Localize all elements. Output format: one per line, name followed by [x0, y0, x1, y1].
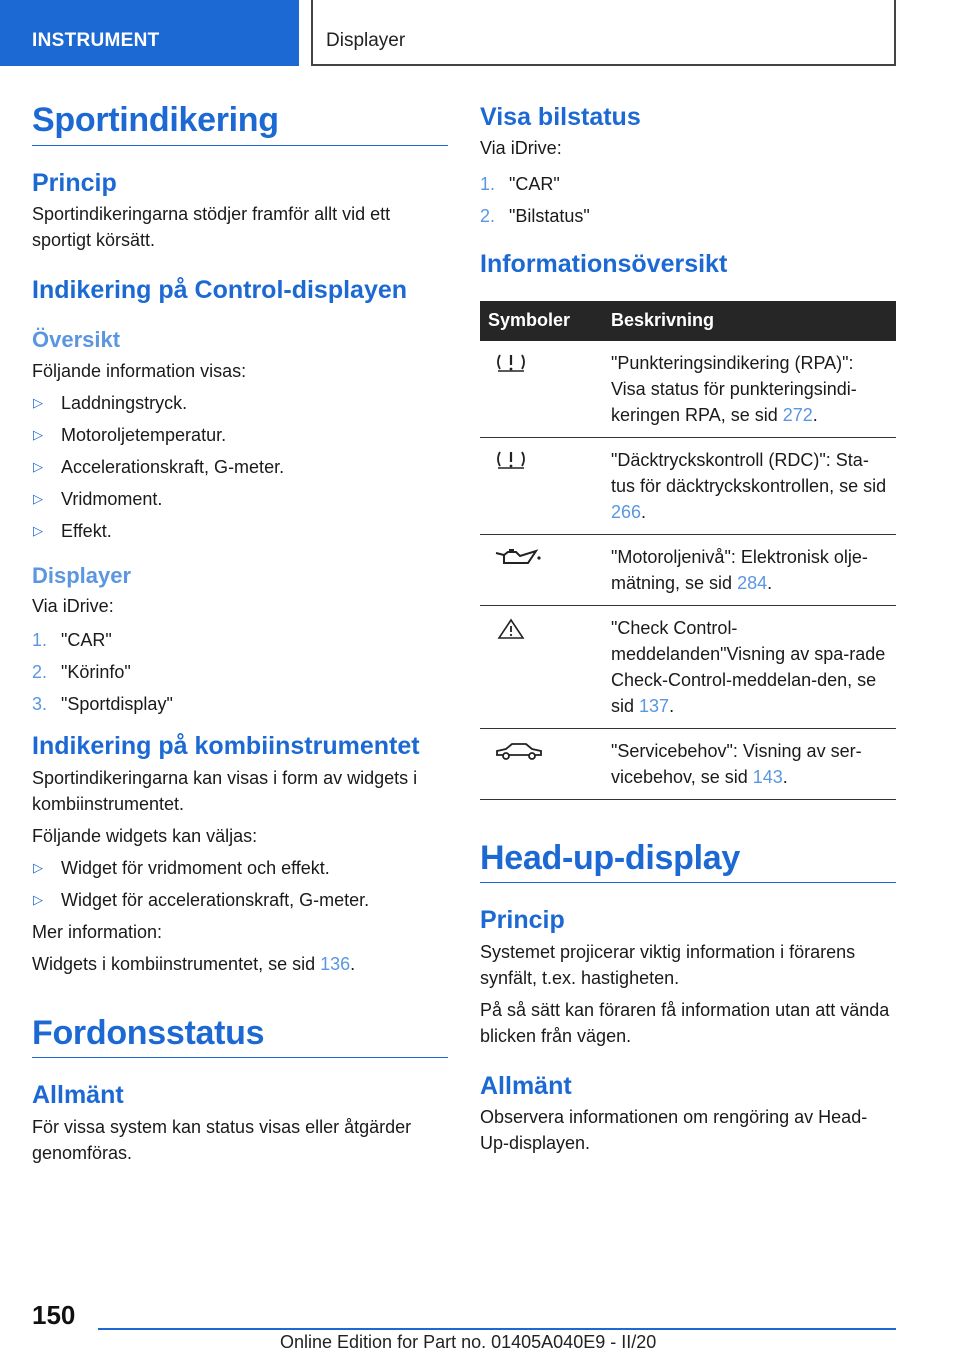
displayer-steps [32, 627, 448, 717]
heading-kombiinstrument: Indikering på kombiinstrumentet [32, 732, 420, 761]
page-number: 150 [32, 1300, 76, 1330]
oversikt-text: Följande information visas: [32, 360, 247, 381]
visa-steps [480, 171, 896, 229]
heading-displayer: Displayer [32, 562, 132, 588]
table-header [480, 301, 896, 341]
princip-text: Systemet projicerar viktig information i förarens synfält, t.ex. hastigheten. [480, 941, 856, 988]
page-link[interactable]: 266 [611, 501, 642, 522]
table-row [480, 728, 896, 799]
widget-list [32, 855, 448, 913]
heading-princip: Princip [480, 906, 565, 935]
heading-informationsoversikt: Informationsöversikt [480, 250, 728, 279]
tire-pressure-icon [494, 450, 528, 470]
heading-fordonsstatus: Fordonsstatus [32, 1013, 448, 1059]
heading-oversikt: Översikt [32, 327, 121, 353]
princip-text: Sportindikeringarna stödjer framför allt vid ett sportigt körsätt. [32, 204, 391, 251]
page-link[interactable]: 143 [752, 766, 783, 787]
via-idrive-text: Via iDrive: [480, 138, 562, 159]
table-row [480, 437, 896, 534]
heading-control-display: Indikering på Control-displayen [32, 276, 408, 305]
kombi-text: Sportindikeringarna kan visas i form av widgets i kombiinstrumentet. [32, 767, 418, 814]
list-item: 1. "CAR" [480, 174, 560, 195]
oil-can-icon [494, 547, 544, 567]
heading-head-up-display: Head-up-display [480, 838, 896, 884]
triangle-bullet-icon: ▷ [33, 859, 43, 875]
list-item: 2. "Bilstatus" [480, 206, 590, 227]
section-title: INSTRUMENT [32, 30, 160, 51]
page-link[interactable]: 272 [782, 404, 813, 425]
row-description: "Punkteringsindikering (RPA)": Visa status för punkteringsindi-keringen RPA, se sid 272. [603, 341, 896, 438]
heading-sportindikering: Sportindikering [32, 100, 448, 146]
right-column [480, 96, 896, 1156]
list-item: ▷ Effekt. [32, 518, 448, 544]
row-description: "Motoroljenivå": Elektronisk olje-mätning, se sid 284. [603, 534, 896, 605]
more-info-text: Mer information: [32, 921, 163, 942]
row-description: "Däcktryckskontroll (RDC)": Sta-tus för däcktryckskontrollen, se sid 266. [603, 437, 896, 534]
list-item: 3. "Sportdisplay" [32, 694, 173, 715]
widgets-reference: Widgets i kombiinstrumentet, se sid 136. [32, 953, 356, 974]
triangle-bullet-icon: ▷ [33, 458, 43, 474]
row-description: "Check Control-meddelanden"Visning av spa-rade Check-Control-meddelan-den, se sid 137. [603, 605, 896, 728]
heading-visa-bilstatus: Visa bilstatus [480, 103, 641, 131]
section-tab [0, 0, 299, 66]
heading-allmant: Allmänt [32, 1081, 124, 1110]
table-row [480, 605, 896, 728]
warning-triangle-icon [494, 618, 528, 640]
table-row [480, 534, 896, 605]
allmant-text: För vissa system kan status visas eller åtgärder genomföras. [32, 1116, 412, 1163]
triangle-bullet-icon: ▷ [33, 891, 43, 907]
list-item: ▷ Accelerationskraft, G-meter. [32, 454, 448, 480]
triangle-bullet-icon: ▷ [33, 426, 43, 442]
column-header-description: Beskrivning [603, 301, 896, 341]
table-row [480, 341, 896, 438]
tire-pressure-icon [494, 353, 528, 373]
oversikt-list [32, 390, 448, 544]
list-item: ▷ Widget för accelerationskraft, G-meter. [32, 887, 448, 913]
heading-princip: Princip [32, 168, 117, 197]
page-link[interactable]: 137 [639, 695, 670, 716]
info-table [480, 301, 896, 800]
heading-allmant: Allmänt [480, 1071, 572, 1100]
car-service-icon [494, 741, 544, 761]
edition-text: Online Edition for Part no. 01405A040E9 - II/20 [280, 1332, 657, 1352]
widgets-intro: Följande widgets kan väljas: [32, 825, 258, 846]
list-item: 2. "Körinfo" [32, 662, 131, 683]
page-link[interactable]: 284 [737, 572, 768, 593]
via-idrive-text: Via iDrive: [32, 596, 114, 617]
left-column [32, 96, 448, 1166]
chapter-title: Displayer [326, 30, 406, 51]
allmant-text: Observera informationen om rengöring av Head-Up-displayen. [480, 1106, 868, 1153]
princip-text-2: På så sätt kan föraren få information utan att vända blicken från vägen. [480, 999, 890, 1046]
triangle-bullet-icon: ▷ [33, 394, 43, 410]
row-description: "Servicebehov": Visning av ser-vicebehov, se sid 143. [603, 728, 896, 799]
triangle-bullet-icon: ▷ [33, 490, 43, 506]
list-item: ▷ Motoroljetemperatur. [32, 422, 448, 448]
triangle-bullet-icon: ▷ [33, 522, 43, 538]
chapter-tab [311, 0, 896, 66]
footer-divider [98, 1328, 896, 1330]
page-link[interactable]: 136 [320, 953, 351, 974]
list-item: ▷ Widget för vridmoment och effekt. [32, 855, 448, 881]
list-item: ▷ Vridmoment. [32, 486, 448, 512]
list-item: 1. "CAR" [32, 630, 112, 651]
list-item: ▷ Laddningstryck. [32, 390, 448, 416]
column-header-symbols: Symboler [480, 301, 603, 341]
